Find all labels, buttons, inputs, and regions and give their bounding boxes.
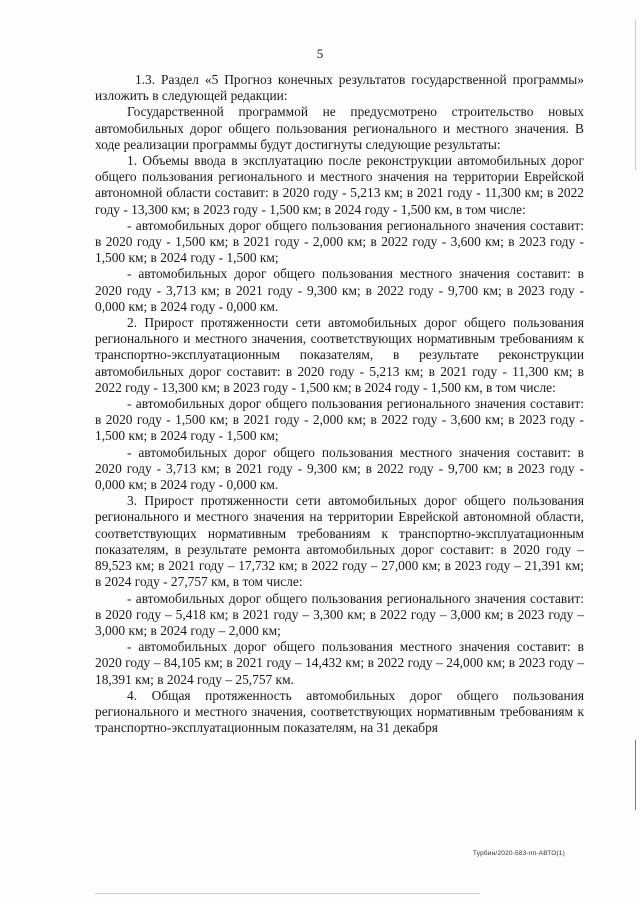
paragraph-item-4: 4. Общая протяженность автомобильных дорог общего пользования регионального и местного значения, соответствующих нормативным требованиям к транспортно-эксплуатационным показателям, на 31 декабря (95, 687, 584, 736)
paragraph-item-3-regional: - автомобильных дорог общего пользования регионального значения составит: в 2020 году – 5,418 км; в 2021 году – 3,300 км; в 2022 году – 3,000 км; в 2023 году – 3,000 км; в 2024 году – 2,000 км; (95, 590, 584, 638)
paragraph-item-2-local: - автомобильных дорог общего пользования местного значения составит: в 2020 году - 3,713 км; в 2021 году - 9,300 км; в 2022 году - 9,700 км; в 2023 году - 0,000 км; в 2024 году - 0,000 км. (95, 444, 584, 493)
page-number: 5 (316, 46, 324, 61)
paragraph-item-2-regional: - автомобильных дорог общего пользования регионального значения составит: в 2020 году - 1,500 км; в 2021 году - 2,000 км; в 2022 году - 3,600 км; в 2023 году - 1,500 км; в 2024 году - 1,500 км; (95, 396, 584, 444)
paragraph-item-3: 3. Прирост протяженности сети автомобильных дорог общего пользования регионального и местного значения на территории Еврейской автономной области, соответствующих нормативным требованиям к транспортно-эксплуатационным показателям, в результате ремонта автомобильных дорог составит: в 2020 году – 89,523 км; в 2021 году – 17,732 км; в 2022 году – 27,000 км; в 2023 году – 21,391 км; в 2024 году - 27,757 км, в том числе: (95, 493, 584, 590)
paragraph-item-3-local: - автомобильных дорог общего пользования местного значения составит: в 2020 году – 84,105 км; в 2021 году – 14,432 км; в 2022 году – 24,000 км; в 2023 году – 18,391 км; в 2024 году – 25,757 км. (95, 639, 584, 687)
scan-edge-mark-lower (635, 740, 636, 810)
scan-edge-mark (635, 20, 636, 170)
page-bottom-rule (95, 893, 480, 894)
paragraph-item-1-local: - автомобильных дорог общего пользования местного значения составит: в 2020 году - 3,713 км; в 2021 году - 9,300 км; в 2022 году - 9,700 км; в 2023 году - 0,000 км; в 2024 году - 0,000 км. (95, 266, 584, 314)
paragraph-item-2: 2. Прирост протяженности сети автомобильных дорог общего пользования регионального и местного значения, соответствующих нормативным требованиям к транспортно-эксплуатационным показателям, в результате реконструкции автомобильных дорог составит: в 2020 году - 5,213 км; в 2021 году - 11,300 км; в 2022 году - 13,300 км; в 2023 году - 1,500 км; в 2024 году - 1,500 км, в том числе: (95, 315, 584, 395)
paragraph-item-1-regional: - автомобильных дорог общего пользования регионального значения составит: в 2020 году - 1,500 км; в 2021 году - 2,000 км; в 2022 году - 3,600 км; в 2023 году - 1,500 км; в 2024 году - 1,500 км; (95, 217, 584, 266)
document-body (95, 72, 584, 736)
document-footer-code: Турбин/2020-583-пп-АВТО(1) (472, 850, 565, 857)
paragraph-section-1-3: 1.3. Раздел «5 Прогноз конечных результатов государственной программы» изложить в следующей редакции: (95, 72, 584, 104)
paragraph-item-1: 1. Объемы ввода в эксплуатацию после реконструкции автомобильных дорог общего пользования регионального и местного значения на территории Еврейской автономной области составит: в 2020 году - 5,213 км; в 2021 году - 11,300 км; в 2022 году - 13,300 км; в 2023 году - 1,500 км; в 2024 году - 1,500 км, в том числе: (95, 153, 584, 217)
paragraph-intro: Государственной программой не предусмотрено строительство новых автомобильных дорог общего пользования регионального и местного значения. В ходе реализации программы будут достигнуты следующие результаты: (95, 104, 584, 152)
